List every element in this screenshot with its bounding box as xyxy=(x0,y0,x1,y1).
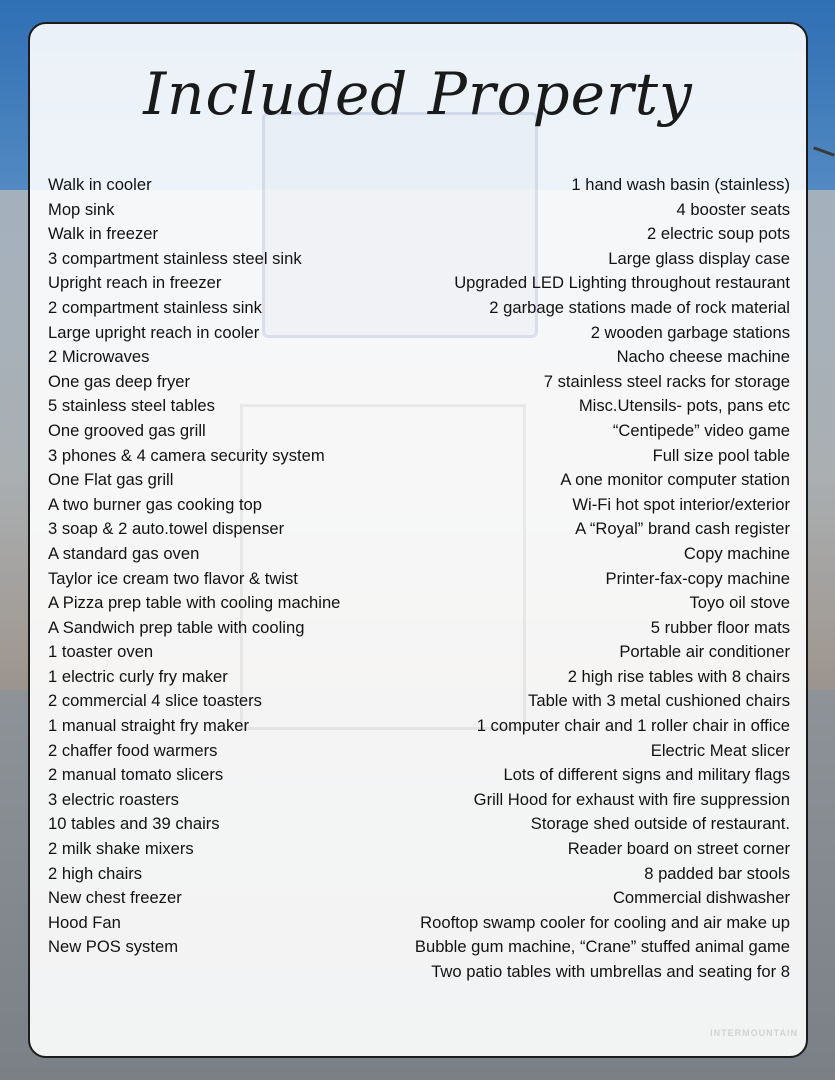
list-item: Lots of different signs and military flags xyxy=(503,765,790,785)
list-item: 1 computer chair and 1 roller chair in office xyxy=(476,716,790,736)
list-item: 10 tables and 39 chairs xyxy=(48,814,220,834)
list-item: Portable air conditioner xyxy=(619,642,790,662)
right-item-list xyxy=(415,173,790,985)
list-item: 7 stainless steel racks for storage xyxy=(543,371,790,391)
list-item: 2 wooden garbage stations xyxy=(590,322,790,342)
list-item: “Centipede” video game xyxy=(612,420,790,440)
list-item: Wi-Fi hot spot interior/exterior xyxy=(572,494,790,514)
list-item: 3 phones & 4 camera security system xyxy=(48,445,325,465)
list-item: Toyo oil stove xyxy=(689,593,790,613)
list-item: 2 compartment stainless sink xyxy=(48,297,262,317)
list-item: Electric Meat slicer xyxy=(650,740,790,760)
page-title: Included Property xyxy=(143,60,693,128)
list-item: 2 high rise tables with 8 chairs xyxy=(567,666,790,686)
list-item: 2 high chairs xyxy=(48,863,143,883)
list-item: Taylor ice cream two flavor & twist xyxy=(48,568,298,588)
list-item: Grill Hood for exhaust with fire suppression xyxy=(473,789,790,809)
list-item: 3 electric roasters xyxy=(48,789,179,809)
list-item: 2 garbage stations made of rock material xyxy=(489,297,790,317)
list-item: 3 soap & 2 auto.towel dispenser xyxy=(48,519,285,539)
list-item: Two patio tables with umbrellas and seating for 8 xyxy=(431,962,790,981)
list-item: 1 electric curly fry maker xyxy=(48,666,228,686)
list-item: A Pizza prep table with cooling machine xyxy=(48,593,341,613)
list-item: Hood Fan xyxy=(48,912,121,932)
list-item: New chest freezer xyxy=(48,888,182,908)
list-item: 1 toaster oven xyxy=(48,642,154,662)
list-item: One gas deep fryer xyxy=(48,371,191,391)
list-item: 2 Microwaves xyxy=(48,347,150,367)
list-item: Commercial dishwasher xyxy=(612,888,790,908)
list-item: 1 hand wash basin (stainless) xyxy=(571,175,790,194)
list-item: Copy machine xyxy=(683,543,790,563)
list-item: One Flat gas grill xyxy=(48,470,174,490)
list-item: Rooftop swamp cooler for cooling and air make up xyxy=(420,912,790,932)
list-item: 2 electric soup pots xyxy=(647,224,790,244)
list-item: A Sandwich prep table with cooling xyxy=(48,617,305,637)
list-item: 2 commercial 4 slice toasters xyxy=(48,691,262,711)
list-item: A two burner gas cooking top xyxy=(48,494,263,514)
list-item: Walk in cooler xyxy=(48,175,152,194)
list-item: Table with 3 metal cushioned chairs xyxy=(528,691,790,711)
list-item: Bubble gum machine, “Crane” stuffed animal game xyxy=(414,937,790,957)
list-item: A standard gas oven xyxy=(48,543,200,563)
list-item: 4 booster seats xyxy=(676,199,790,219)
list-item: Reader board on street corner xyxy=(567,839,790,859)
background-pole xyxy=(813,146,835,156)
list-item: New POS system xyxy=(48,937,179,957)
list-item: Mop sink xyxy=(48,199,115,219)
list-item: Full size pool table xyxy=(652,445,790,465)
list-item: A one monitor computer station xyxy=(560,470,790,490)
list-item: 8 padded bar stools xyxy=(644,863,790,883)
list-item: A “Royal” brand cash register xyxy=(575,519,790,539)
list-item: Misc.Utensils- pots, pans etc xyxy=(578,396,790,416)
list-item: Large glass display case xyxy=(608,248,790,268)
content-card xyxy=(28,22,808,1058)
list-item: Storage shed outside of restaurant. xyxy=(530,814,790,834)
list-item: 3 compartment stainless steel sink xyxy=(48,248,302,268)
list-item: 2 manual tomato slicers xyxy=(48,765,224,785)
left-item-list xyxy=(48,173,340,960)
list-item: 1 manual straight fry maker xyxy=(48,716,250,736)
list-item: One grooved gas grill xyxy=(48,420,206,440)
list-item: Upright reach in freezer xyxy=(48,273,222,293)
list-item: Large upright reach in cooler xyxy=(48,322,260,342)
watermark: INTERMOUNTAIN xyxy=(710,1028,798,1038)
list-item: Nacho cheese machine xyxy=(616,347,790,367)
list-item: 2 chaffer food warmers xyxy=(48,740,218,760)
list-item: Printer-fax-copy machine xyxy=(605,568,790,588)
list-item: 2 milk shake mixers xyxy=(48,839,194,859)
list-item: Upgraded LED Lighting throughout restaurant xyxy=(454,273,790,293)
list-item: 5 stainless steel tables xyxy=(48,396,215,416)
list-item: 5 rubber floor mats xyxy=(650,617,790,637)
list-item: Walk in freezer xyxy=(48,224,159,244)
